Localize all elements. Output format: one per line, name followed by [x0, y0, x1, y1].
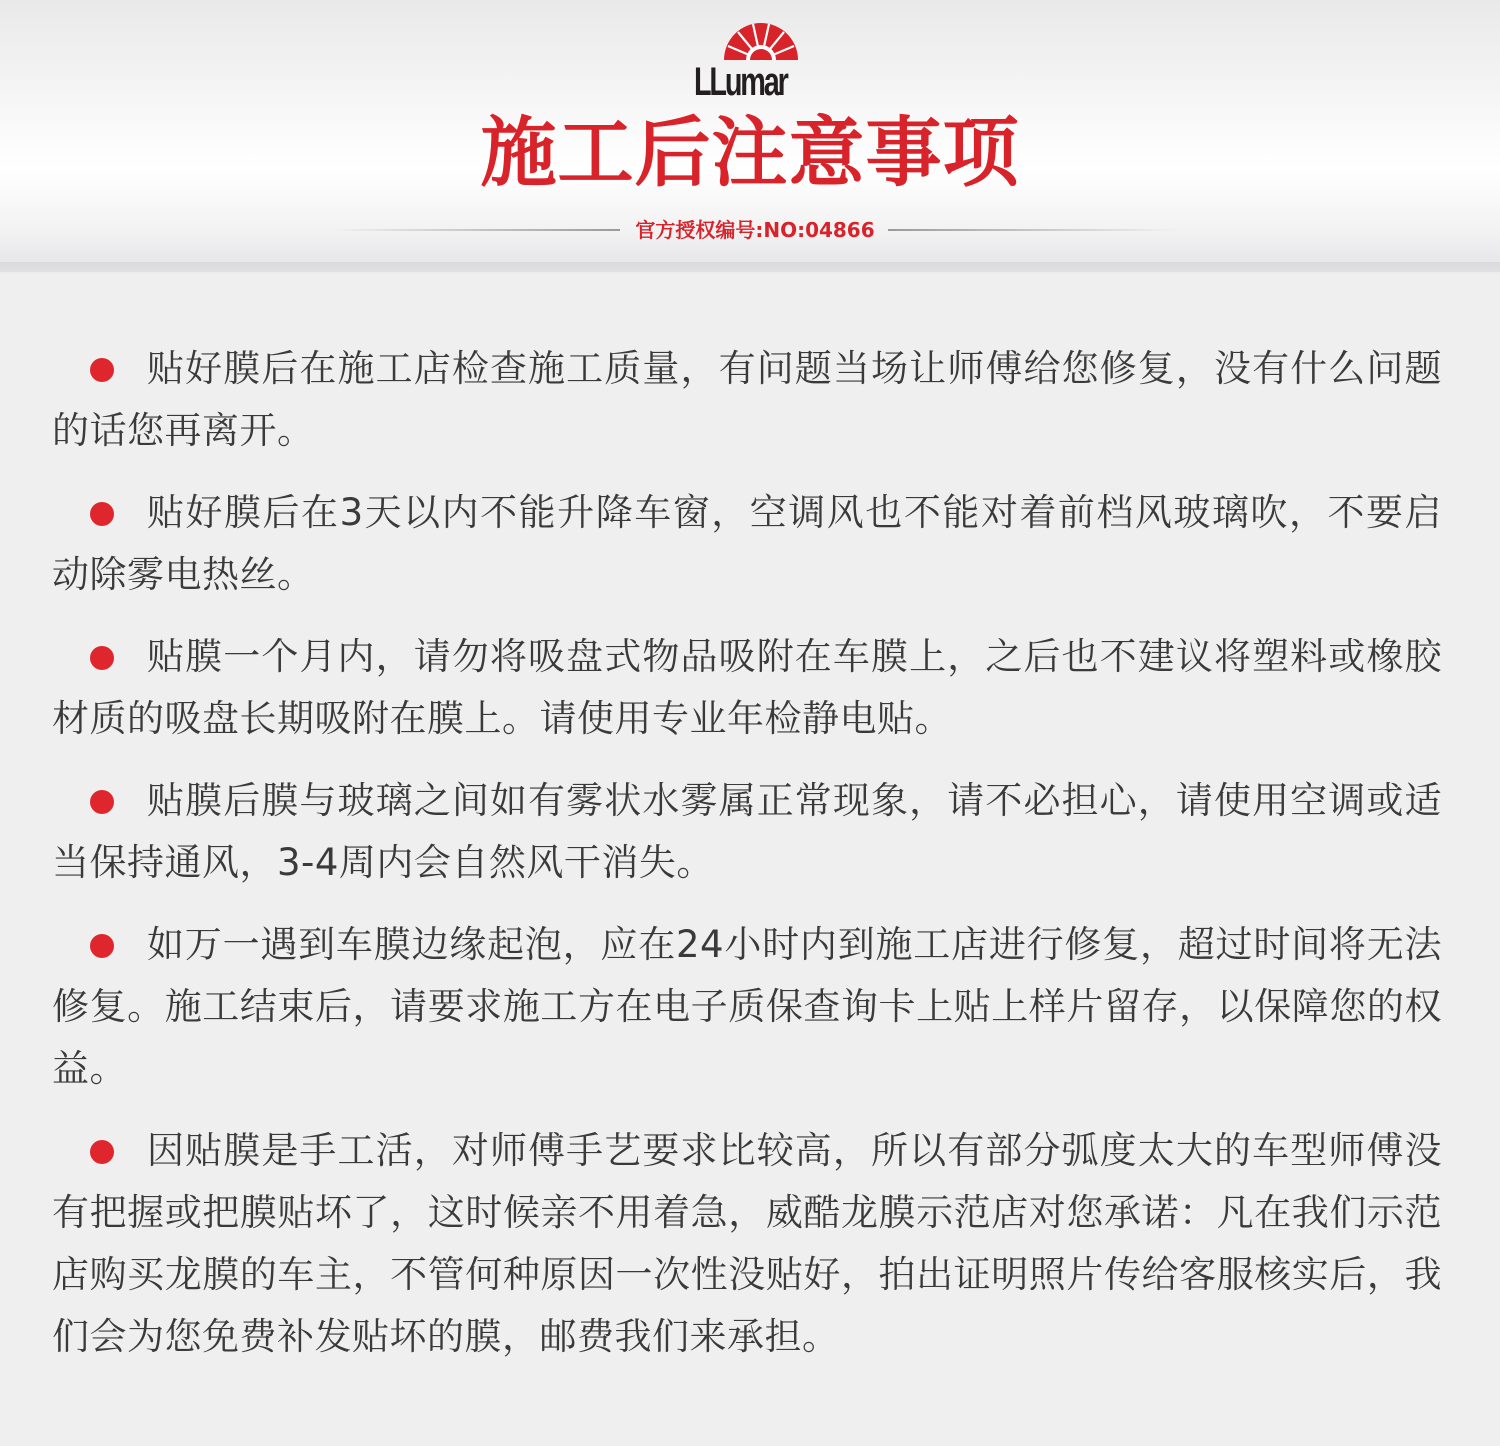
authorization-line: [0, 215, 1500, 245]
authorization-number: 官方授权编号:NO:04866: [635, 218, 875, 242]
note-text: 贴膜后膜与玻璃之间如有雾状水雾属正常现象，请不必担心，请使用空调或适当保持通风，3-4周内会自然风干消失。: [52, 779, 1442, 884]
logo-wordmark: LLumar: [694, 60, 787, 104]
bullet-dot-icon: [90, 502, 114, 526]
bullet-dot-icon: [90, 934, 114, 958]
note-text: 贴好膜后在3天以内不能升降车窗，空调风也不能对着前档风玻璃吹，不要启动除雾电热丝。: [52, 491, 1442, 596]
note-item: [52, 626, 1442, 750]
note-text: 贴好膜后在施工店检查施工质量，有问题当场让师傅给您修复，没有什么问题的话您再离开。: [52, 347, 1442, 452]
page-title: 施工后注意事项: [480, 108, 1020, 197]
bullet-dot-icon: [90, 646, 114, 670]
page-header: [0, 0, 1500, 272]
divider-right: [888, 229, 1178, 231]
llumar-logo: [690, 22, 810, 104]
note-item: [52, 482, 1442, 606]
note-item: [52, 770, 1442, 894]
note-item: [52, 1120, 1442, 1368]
header-shadow: [0, 262, 1500, 276]
note-item: [52, 338, 1442, 462]
note-text: 贴膜一个月内，请勿将吸盘式物品吸附在车膜上，之后也不建议将塑料或橡胶材质的吸盘长期吸附在膜上。请使用专业年检静电贴。: [52, 635, 1442, 740]
note-text: 因贴膜是手工活，对师傅手艺要求比较高，所以有部分弧度太大的车型师傅没有把握或把膜贴坏了，这时候亲不用着急，威酷龙膜示范店对您承诺：凡在我们示范店购买龙膜的车主，不管何种原因一次性没贴好，拍出证明照片传给客服核实后，我们会为您免费补发贴坏的膜，邮费我们来承担。: [52, 1129, 1442, 1358]
logo-sunburst-icon: [716, 22, 806, 62]
note-text: 如万一遇到车膜边缘起泡，应在24小时内到施工店进行修复，超过时间将无法修复。施工结束后，请要求施工方在电子质保查询卡上贴上样片留存，以保障您的权益。: [52, 923, 1442, 1090]
divider-left: [330, 229, 620, 231]
bullet-dot-icon: [90, 358, 114, 382]
note-item: [52, 914, 1442, 1100]
bullet-dot-icon: [90, 790, 114, 814]
bullet-dot-icon: [90, 1140, 114, 1164]
notes-list: [52, 338, 1442, 1388]
